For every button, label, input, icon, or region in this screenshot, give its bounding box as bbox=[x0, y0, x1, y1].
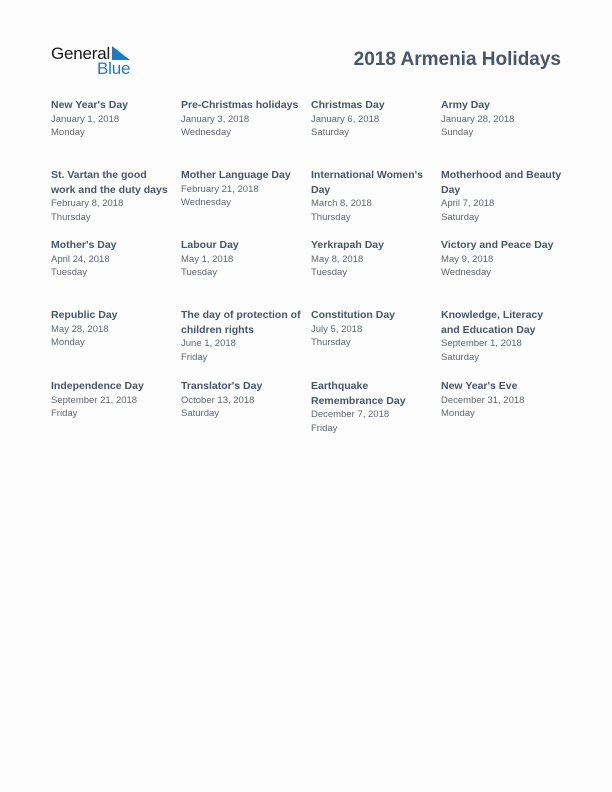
holiday-name: Christmas Day bbox=[311, 99, 385, 111]
holiday-date: February 21, 2018 bbox=[181, 183, 259, 195]
holiday-row bbox=[51, 379, 571, 449]
holiday-weekday: Tuesday bbox=[181, 267, 218, 278]
holiday-entry bbox=[181, 238, 311, 308]
holiday-entry bbox=[51, 379, 181, 449]
holiday-date: March 8, 2018 bbox=[311, 198, 372, 209]
holiday-date: January 28, 2018 bbox=[441, 113, 515, 125]
holiday-weekday: Tuesday bbox=[311, 267, 348, 278]
holiday-entry bbox=[51, 168, 181, 238]
holiday-entry bbox=[51, 238, 181, 308]
holiday-weekday: Wednesday bbox=[181, 127, 231, 138]
holiday-name: Mother Language Day bbox=[181, 169, 291, 181]
holiday-name: Pre-Christmas holidays bbox=[181, 99, 299, 111]
holiday-entry bbox=[181, 98, 311, 168]
holiday-date: January 6, 2018 bbox=[311, 113, 380, 125]
holiday-name: The day of protection of children rights bbox=[181, 309, 301, 336]
holiday-date: December 7, 2018 bbox=[311, 409, 390, 420]
holiday-date: May 8, 2018 bbox=[311, 253, 364, 265]
holiday-entry bbox=[441, 379, 571, 449]
logo-text-blue: Blue bbox=[97, 59, 131, 78]
holiday-weekday: Wednesday bbox=[181, 197, 231, 208]
holiday-weekday: Saturday bbox=[181, 408, 220, 419]
holiday-entry bbox=[51, 308, 181, 379]
holiday-date: May 1, 2018 bbox=[181, 253, 234, 265]
logo-text-general: General bbox=[51, 44, 111, 63]
holiday-weekday: Thursday bbox=[311, 211, 351, 223]
holiday-name: Translator's Day bbox=[181, 380, 263, 392]
holiday-entry bbox=[311, 238, 441, 308]
holiday-name: International Women's Day bbox=[311, 169, 423, 196]
triangle-flag-icon bbox=[110, 46, 130, 60]
holiday-weekday: Monday bbox=[441, 408, 475, 419]
holiday-name: Labour Day bbox=[181, 239, 239, 251]
holiday-entry bbox=[181, 168, 311, 238]
holiday-name: Victory and Peace Day bbox=[441, 239, 554, 251]
holiday-name: Republic Day bbox=[51, 309, 118, 321]
holiday-entry bbox=[51, 98, 181, 168]
holiday-entry bbox=[441, 238, 571, 308]
holiday-weekday: Monday bbox=[51, 337, 85, 348]
holiday-name: Yerkrapah Day bbox=[311, 239, 384, 251]
holiday-date: June 1, 2018 bbox=[181, 338, 236, 349]
holiday-row bbox=[51, 168, 571, 238]
holiday-entry bbox=[181, 308, 311, 379]
holiday-entry bbox=[441, 168, 571, 238]
holiday-name: Mother's Day bbox=[51, 239, 117, 251]
holiday-date: May 28, 2018 bbox=[51, 323, 109, 335]
holiday-date: April 7, 2018 bbox=[441, 198, 495, 209]
holiday-name: Independence Day bbox=[51, 380, 144, 392]
holiday-name: St. Vartan the good work and the duty days bbox=[51, 169, 168, 196]
holiday-weekday: Saturday bbox=[441, 211, 480, 223]
holiday-row bbox=[51, 98, 571, 168]
generalblue-logo bbox=[51, 44, 141, 78]
holiday-entry bbox=[311, 168, 441, 238]
holiday-name: New Year's Day bbox=[51, 99, 129, 111]
holiday-entry bbox=[311, 379, 441, 449]
holiday-entry bbox=[311, 308, 441, 379]
holiday-entry bbox=[441, 308, 571, 379]
holiday-name: Army Day bbox=[441, 99, 491, 111]
holiday-weekday: Saturday bbox=[441, 351, 480, 363]
holiday-date: April 24, 2018 bbox=[51, 253, 110, 265]
holiday-row bbox=[51, 308, 571, 379]
holiday-grid bbox=[51, 98, 571, 449]
holiday-weekday: Sunday bbox=[441, 127, 474, 138]
holiday-name: Constitution Day bbox=[311, 309, 395, 321]
holiday-weekday: Monday bbox=[51, 127, 85, 138]
holiday-weekday: Thursday bbox=[311, 337, 351, 348]
holiday-date: September 1, 2018 bbox=[441, 338, 522, 349]
holiday-date: January 3, 2018 bbox=[181, 113, 250, 125]
holiday-date: February 8, 2018 bbox=[51, 198, 124, 209]
holiday-date: October 13, 2018 bbox=[181, 394, 255, 406]
holiday-weekday: Friday bbox=[181, 351, 208, 363]
holiday-date: July 5, 2018 bbox=[311, 323, 363, 335]
holiday-entry bbox=[311, 98, 441, 168]
holiday-weekday: Tuesday bbox=[51, 267, 88, 278]
holiday-weekday: Friday bbox=[51, 408, 78, 419]
holiday-name: Motherhood and Beauty Day bbox=[441, 169, 562, 196]
holiday-date: January 1, 2018 bbox=[51, 113, 120, 125]
holiday-entry bbox=[441, 98, 571, 168]
holiday-date: May 9, 2018 bbox=[441, 253, 494, 265]
holiday-name: Earthquake Remembrance Day bbox=[311, 380, 406, 407]
holiday-date: September 21, 2018 bbox=[51, 394, 138, 406]
holiday-weekday: Friday bbox=[311, 422, 338, 434]
holiday-date: December 31, 2018 bbox=[441, 394, 525, 406]
holiday-weekday: Saturday bbox=[311, 127, 350, 138]
holiday-row bbox=[51, 238, 571, 308]
page-title: 2018 Armenia Holidays bbox=[353, 49, 561, 70]
holiday-name: Knowledge, Literacy and Education Day bbox=[441, 309, 544, 336]
holiday-name: New Year's Eve bbox=[441, 380, 518, 392]
holiday-weekday: Wednesday bbox=[441, 267, 491, 278]
holiday-weekday: Thursday bbox=[51, 211, 91, 223]
holiday-entry bbox=[181, 379, 311, 449]
